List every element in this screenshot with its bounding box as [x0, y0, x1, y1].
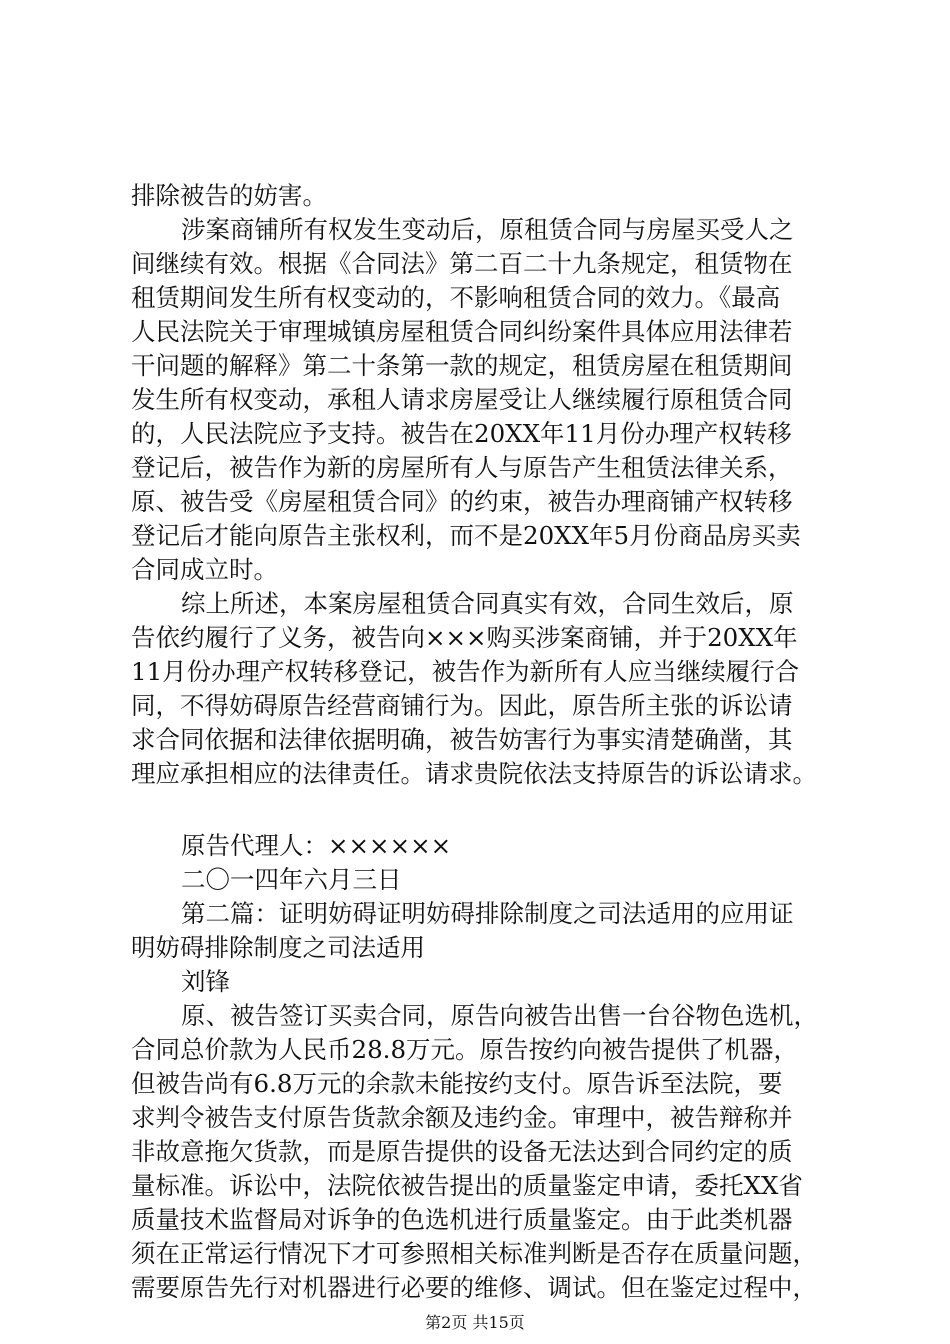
paragraph-line: 排除被告的妨害。: [131, 181, 327, 210]
signature-agent: 原告代理人：××××××: [181, 831, 452, 860]
paragraph-line: 租赁期间发生所有权变动的，不影响租赁合同的效力。《最高: [131, 283, 781, 312]
paragraph-line: 同，不得妨碍原告经营商铺行为。因此，原告所主张的诉讼请: [131, 691, 793, 720]
paragraph-line: 涉案商铺所有权发生变动后，原租赁合同与房屋买受人之: [181, 215, 794, 244]
paragraph-line: 合同成立时。: [131, 555, 278, 584]
paragraph-line: 求合同依据和法律依据明确，被告妨害行为事实清楚确凿，其: [131, 725, 793, 754]
paragraph-line: 质量技术监督局对诉争的色选机进行质量鉴定。由于此类机器: [131, 1205, 793, 1234]
paragraph-line: 告依约履行了义务，被告向×××购买涉案商铺，并于20XX年: [131, 623, 798, 652]
paragraph-line: 人民法院关于审理城镇房屋租赁合同纠纷案件具体应用法律若: [131, 317, 793, 346]
paragraph-line: 发生所有权变动，承租人请求房屋受让人继续履行原租赁合同: [131, 385, 793, 414]
paragraph-line: 求判令被告支付原告货款余额及违约金。审理中，被告辩称并: [131, 1103, 793, 1132]
paragraph-line: 综上所述，本案房屋租赁合同真实有效，合同生效后，原: [181, 589, 794, 618]
paragraph-line: 干问题的解释》第二十条第一款的规定，租赁房屋在租赁期间: [131, 351, 793, 380]
author-name: 刘锋: [181, 967, 230, 996]
paragraph-line: 但被告尚有6.8万元的余款未能按约支付。原告诉至法院，要: [131, 1069, 783, 1098]
paragraph-line: 合同总价款为人民币28.8万元。原告按约向被告提供了机器，: [131, 1035, 799, 1064]
paragraph-line: 非故意拖欠货款，而是原告提供的设备无法达到合同约定的质: [131, 1137, 793, 1166]
section-title: 明妨碍排除制度之司法适用: [131, 933, 425, 962]
page-footer: 第2页 共15页: [425, 1313, 525, 1332]
paragraph-line: 理应承担相应的法律责任。请求贵院依法支持原告的诉讼请求。: [131, 759, 817, 788]
paragraph-line: 须在正常运行情况下才可参照相关标准判断是否存在质量问题，: [131, 1239, 817, 1268]
section-title: 第二篇：证明妨碍证明妨碍排除制度之司法适用的应用证: [181, 899, 794, 928]
paragraph-line: 的，人民法院应予支持。被告在20XX年11月份办理产权转移: [131, 419, 792, 448]
paragraph-line: 登记后，被告作为新的房屋所有人与原告产生租赁法律关系，: [131, 453, 793, 482]
paragraph-line: 间继续有效。根据《合同法》第二百二十九条规定，租赁物在: [131, 249, 793, 278]
paragraph-line: 原、被告签订买卖合同，原告向被告出售一台谷物色选机，: [181, 1001, 818, 1030]
paragraph-line: 需要原告先行对机器进行必要的维修、调试。但在鉴定过程中，: [131, 1273, 817, 1302]
paragraph-line: 量标准。诉讼中，法院依被告提出的质量鉴定申请，委托XX省: [131, 1171, 803, 1200]
signature-date: 二〇一四年六月三日: [181, 865, 402, 894]
paragraph-line: 登记后才能向原告主张权利，而不是20XX年5月份商品房买卖: [131, 521, 801, 550]
paragraph-line: 原、被告受《房屋租赁合同》的约束，被告办理商铺产权转移: [131, 487, 793, 516]
paragraph-line: 11月份办理产权转移登记，被告作为新所有人应当继续履行合: [131, 657, 800, 686]
